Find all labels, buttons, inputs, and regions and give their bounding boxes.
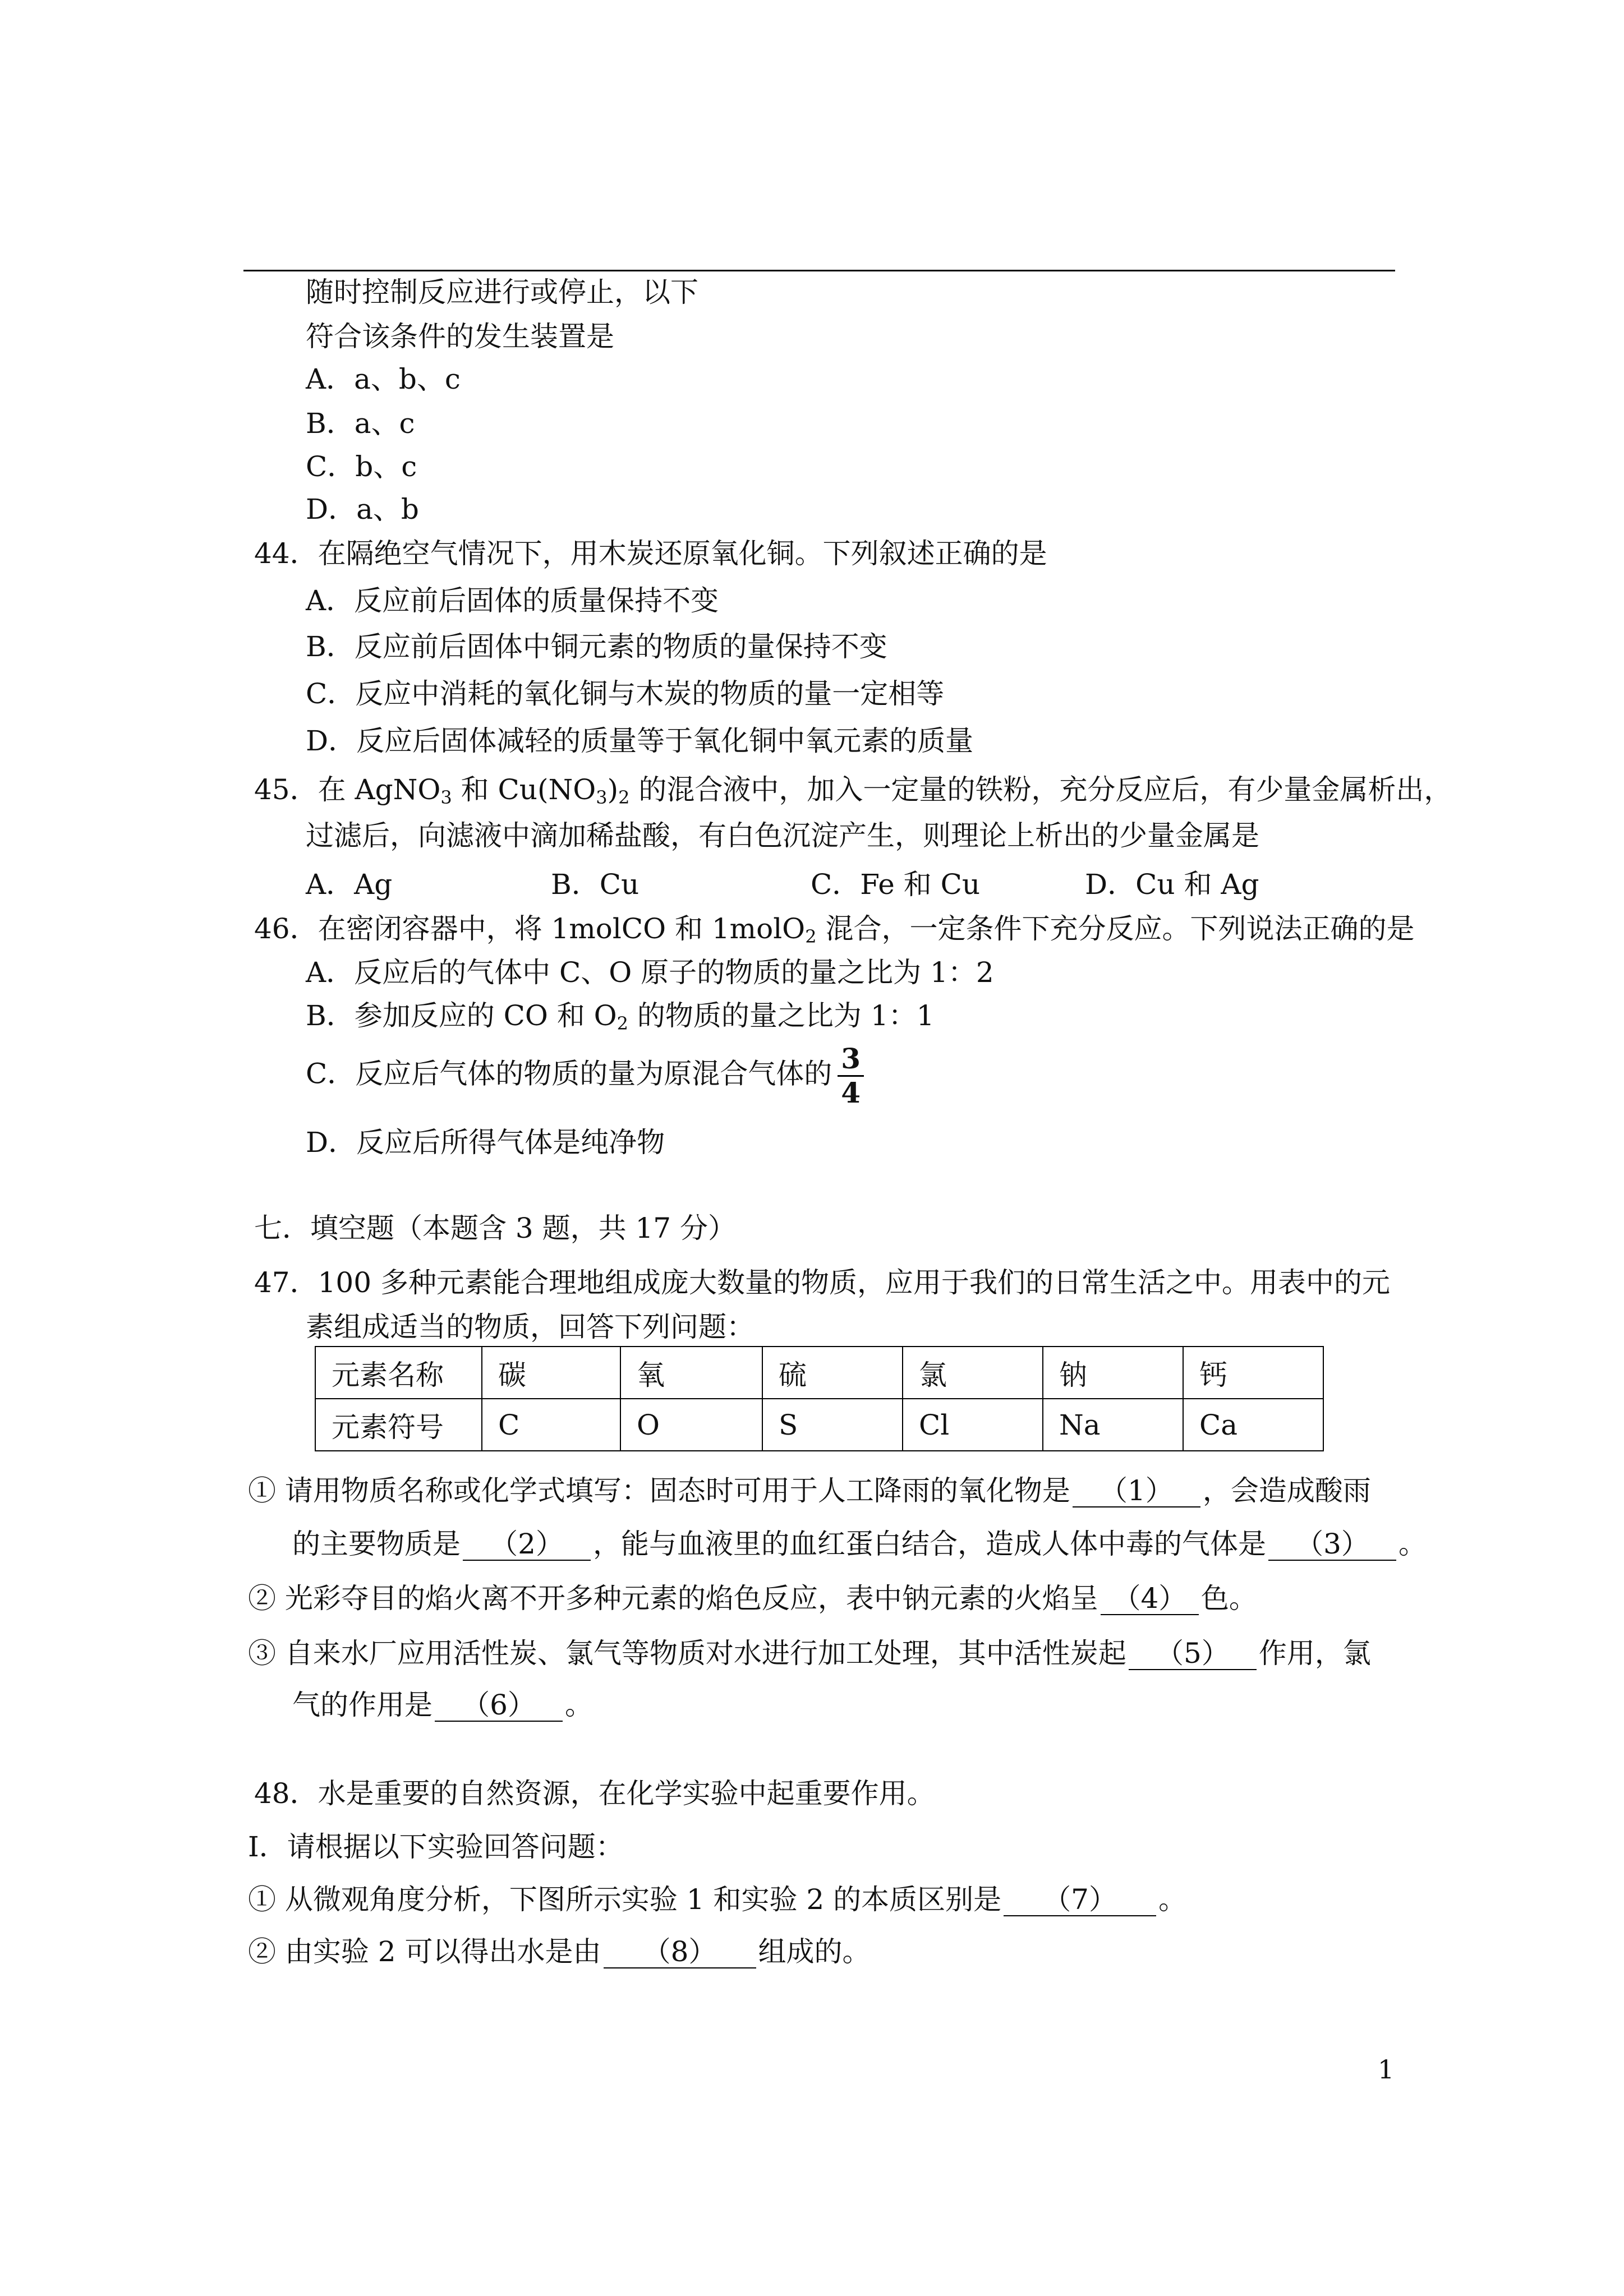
table-row	[315, 1347, 1323, 1399]
q46-stem	[254, 912, 1414, 946]
q47-sub3-line1	[248, 1636, 1371, 1670]
q47-sub3-text: 。	[565, 1689, 593, 1721]
q45-option-d: D．Cu 和 Ag	[1085, 868, 1259, 901]
q46-option-d: D．反应后所得气体是纯净物	[306, 1126, 665, 1159]
q45-option-c: C．Fe 和 Cu	[811, 868, 981, 901]
q46-option-c-text: C．反应后气体的物质的量为原混合气体的	[306, 1057, 832, 1090]
table-cell: 氧	[620, 1347, 762, 1399]
q46-option-b	[306, 999, 934, 1032]
fraction-numerator: 3	[838, 1043, 864, 1077]
q47-sub1-text: ，能与血液里的血红蛋白结合，造成人体中毒的气体是	[593, 1528, 1266, 1560]
q47-sub3-text: 气的作用是	[292, 1689, 433, 1721]
q47-sub1-text: ① 请用物质名称或化学式填写：固态时可用于人工降雨的氧化物是	[248, 1474, 1070, 1507]
table-cell: Ca	[1183, 1399, 1323, 1451]
table-cell: 碳	[482, 1347, 620, 1399]
q43-line1: 随时控制反应进行或停止，以下	[306, 276, 698, 308]
q47-line2: 素组成适当的物质，回答下列问题：	[306, 1311, 755, 1343]
q46-stem-part: 46．在密闭容器中，将 1molCO 和 1molO	[254, 912, 806, 945]
q48-stem: 48．水是重要的自然资源，在化学实验中起重要作用。	[254, 1777, 935, 1810]
answer-blank-5: （5）	[1129, 1638, 1257, 1670]
table-cell: O	[620, 1399, 762, 1451]
table-cell: S	[762, 1399, 903, 1451]
q47-sub2-text: 色。	[1200, 1582, 1257, 1615]
q47-line1: 47．100 多种元素能合理地组成庞大数量的物质，应用于我们的日常生活之中。用表中的元	[254, 1266, 1390, 1299]
answer-blank-8: （8）	[604, 1936, 756, 1968]
q47-sub3-line2	[292, 1688, 593, 1722]
q47-sub1-text: ，会造成酸雨	[1202, 1474, 1371, 1507]
page-number: 1	[1378, 2054, 1395, 2085]
q45-stem-part: )	[607, 773, 619, 806]
q45-option-a: A．Ag	[306, 868, 393, 901]
q44-stem: 44．在隔绝空气情况下，用木炭还原氧化铜。下列叙述正确的是	[254, 537, 1047, 570]
q43-line2: 符合该条件的发生装置是	[306, 320, 614, 353]
q47-sub2-text: ② 光彩夺目的焰火离不开多种元素的焰色反应，表中钠元素的火焰呈	[248, 1582, 1098, 1615]
table-cell: 元素符号	[315, 1399, 482, 1451]
q48-sub2-text: ② 由实验 2 可以得出水是由	[248, 1935, 601, 1968]
q47-sub2	[248, 1582, 1257, 1615]
q48-sub2-text: 组成的。	[758, 1935, 871, 1968]
answer-blank-1: （1）	[1073, 1475, 1200, 1507]
q43-option-b: B．a、c	[306, 407, 415, 440]
table-cell: 硫	[762, 1347, 903, 1399]
q47-sub1-line1	[248, 1474, 1371, 1507]
q46-stem-part: 混合，一定条件下充分反应。下列说法正确的是	[816, 912, 1415, 945]
answer-blank-4: （4）	[1101, 1583, 1199, 1615]
subscript: 3	[596, 787, 608, 808]
answer-blank-2: （2）	[463, 1528, 591, 1561]
q44-option-c: C．反应中消耗的氧化铜与木炭的物质的量一定相等	[306, 677, 945, 710]
q45-stem-part: 和 Cu(NO	[452, 773, 596, 806]
subscript: 3	[440, 787, 452, 808]
q48-sub1-text: 。	[1158, 1883, 1187, 1916]
q47-sub1-line2	[292, 1527, 1427, 1561]
q44-option-a: A．反应前后固体的质量保持不变	[306, 584, 719, 617]
q43-option-a: A．a、b、c	[306, 363, 461, 395]
answer-blank-7: （7）	[1004, 1884, 1156, 1916]
table-row	[315, 1399, 1323, 1451]
table-cell: 钙	[1183, 1347, 1323, 1399]
subscript: 2	[618, 787, 630, 808]
subscript: 2	[617, 1013, 629, 1034]
q46-option-b-part: 的物质的量之比为 1：1	[628, 999, 935, 1032]
q45-stem	[254, 773, 1452, 806]
q46-option-a: A．反应后的气体中 C、O 原子的物质的量之比为 1：2	[306, 956, 994, 989]
q44-option-b: B．反应前后固体中铜元素的物质的量保持不变	[306, 630, 887, 663]
q43-option-c: C．b、c	[306, 450, 417, 483]
q48-part-heading: Ⅰ．请根据以下实验回答问题：	[248, 1831, 624, 1863]
element-table	[315, 1346, 1324, 1451]
table-cell: Na	[1043, 1399, 1183, 1451]
q47-sub3-text: ③ 自来水厂应用活性炭、氯气等物质对水进行加工处理，其中活性炭起	[248, 1637, 1126, 1670]
q48-sub1	[248, 1883, 1186, 1916]
q46-option-c	[306, 1043, 864, 1109]
q45-option-b: B．Cu	[551, 868, 640, 901]
q47-sub1-text: 的主要物质是	[292, 1528, 461, 1560]
q47-sub1-text: 。	[1398, 1528, 1427, 1560]
q47-sub3-text: 作用，氯	[1258, 1637, 1371, 1670]
answer-blank-6: （6）	[435, 1689, 563, 1722]
fraction	[838, 1043, 864, 1109]
q46-option-b-part: B．参加反应的 CO 和 O	[306, 999, 617, 1032]
table-cell: C	[482, 1399, 620, 1451]
q48-sub1-text: ① 从微观角度分析，下图所示实验 1 和实验 2 的本质区别是	[248, 1883, 1002, 1916]
q44-option-d: D．反应后固体减轻的质量等于氧化铜中氧元素的质量	[306, 725, 974, 757]
q45-line2: 过滤后，向滤液中滴加稀盐酸，有白色沉淀产生，则理论上析出的少量金属是	[306, 819, 1259, 852]
q45-stem-part: 的混合液中，加入一定量的铁粉，充分反应后，有少量金属析出，	[629, 773, 1452, 806]
q48-sub2	[248, 1935, 871, 1968]
answer-blank-3: （3）	[1268, 1528, 1396, 1561]
table-cell: 氯	[903, 1347, 1043, 1399]
table-cell: 钠	[1043, 1347, 1183, 1399]
header-rule	[243, 270, 1395, 271]
table-cell: 元素名称	[315, 1347, 482, 1399]
q45-stem-part: 45．在 AgNO	[254, 773, 441, 806]
section-heading: 七．填空题（本题含 3 题，共 17 分）	[254, 1212, 737, 1244]
table-cell: Cl	[903, 1399, 1043, 1451]
subscript: 2	[805, 926, 817, 947]
fraction-denominator: 4	[841, 1076, 861, 1109]
q43-option-d: D．a、b	[306, 493, 419, 525]
